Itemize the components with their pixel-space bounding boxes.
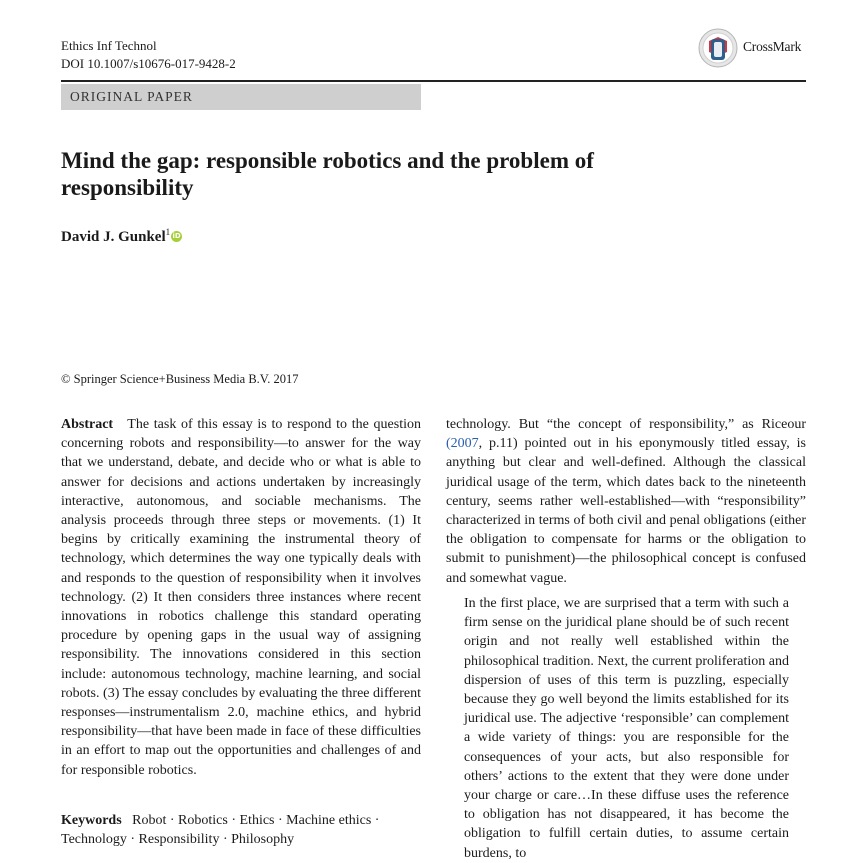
abstract: [61, 415, 421, 780]
keywords: [61, 811, 421, 849]
crossmark-icon: [697, 28, 739, 68]
abstract-label: Abstract: [61, 417, 114, 432]
doi[interactable]: DOI 10.1007/s10676-017-9428-2: [61, 56, 236, 71]
keywords-text: Robot · Robotics · Ethics · Machine ethics · Technology · Responsibility · Philosophy: [61, 813, 380, 848]
block-quote: In the first place, we are surprised that a term with such a firm sense on the juridical plane should be of such recent origin and not really well established within the philosophical tradition. Next, the current proliferation and dispersion of uses of this term is puzzling, especially because they go well beyond the limits established for its juridical use. The adjective ‘responsible’ can complement a wide variety of things: you are responsible for the consequences of your acts, but also responsible for others’ actions to the extent that they were done under your charge or care…In these diffuse uses the reference to obligation has not disappeared, it has become the obligation to fulfill certain duties, to assume certain burdens, to: [464, 596, 790, 861]
body-text-part2: , p.11) pointed out in his eponymously titled essay, is anything but clear and well-defined. Although the classical juridical usage of the term, which dates back to the nineteenth century, seems rather well-established—with “responsibility” characterized in terms of both civil and penal obligations (either the obligation to compensate for harms or the obligation to submit to punishment)—the philosophical concept is confused and somewhat vague.: [446, 436, 806, 586]
crossmark-badge[interactable]: [697, 28, 807, 68]
author-name[interactable]: David J. Gunkel: [61, 229, 166, 245]
crossmark-label: CrossMark: [743, 39, 802, 54]
copyright-notice: © Springer Science+Business Media B.V. 2017: [61, 372, 299, 386]
journal-header: [61, 37, 236, 73]
keywords-label: Keywords: [61, 813, 122, 828]
paper-title: Mind the gap: responsible robotics and the problem of responsibility: [61, 148, 594, 200]
header-rule: [61, 80, 806, 82]
citation-link[interactable]: (2007: [446, 436, 479, 452]
paper-type-banner: ORIGINAL PAPER: [61, 84, 421, 110]
journal-name: Ethics Inf Technol: [61, 38, 157, 53]
orcid-icon[interactable]: iD: [172, 232, 181, 240]
affiliation-mark[interactable]: 1: [165, 227, 171, 237]
abstract-text: The task of this essay is to respond to the question concerning robots and responsibility—to answer for the way that we understand, debate, and decide who or what is able to answer for decisions and actions undertaken by increasingly interactive, autonomous, and sociable mechanisms. The analysis proceeds through three steps or movements. (1) It begins by critically examining the instrumental theory of technology, which determines the way one typically deals with and responds to the question of responsibility when it involves technology. (2) It then considers three instances where recent innovations in robotics challenge this standard operating procedure by opening gaps in the usual way of assigning responsibility. The innovations considered in this section include: autonomous technology, machine learning, and social robots. (3) The essay concludes by evaluating the three different responses—instrumentalism 2.0, machine ethics, and hybrid responsibility—that have been made in face of these difficulties in an effort to map out the opportunities and challenges of and for responsible robotics.: [61, 417, 421, 778]
author-line: [61, 227, 182, 246]
body-paragraph: [446, 415, 806, 588]
body-text-part1: technology. But “the concept of responsibility,” as Riceour: [446, 417, 806, 432]
